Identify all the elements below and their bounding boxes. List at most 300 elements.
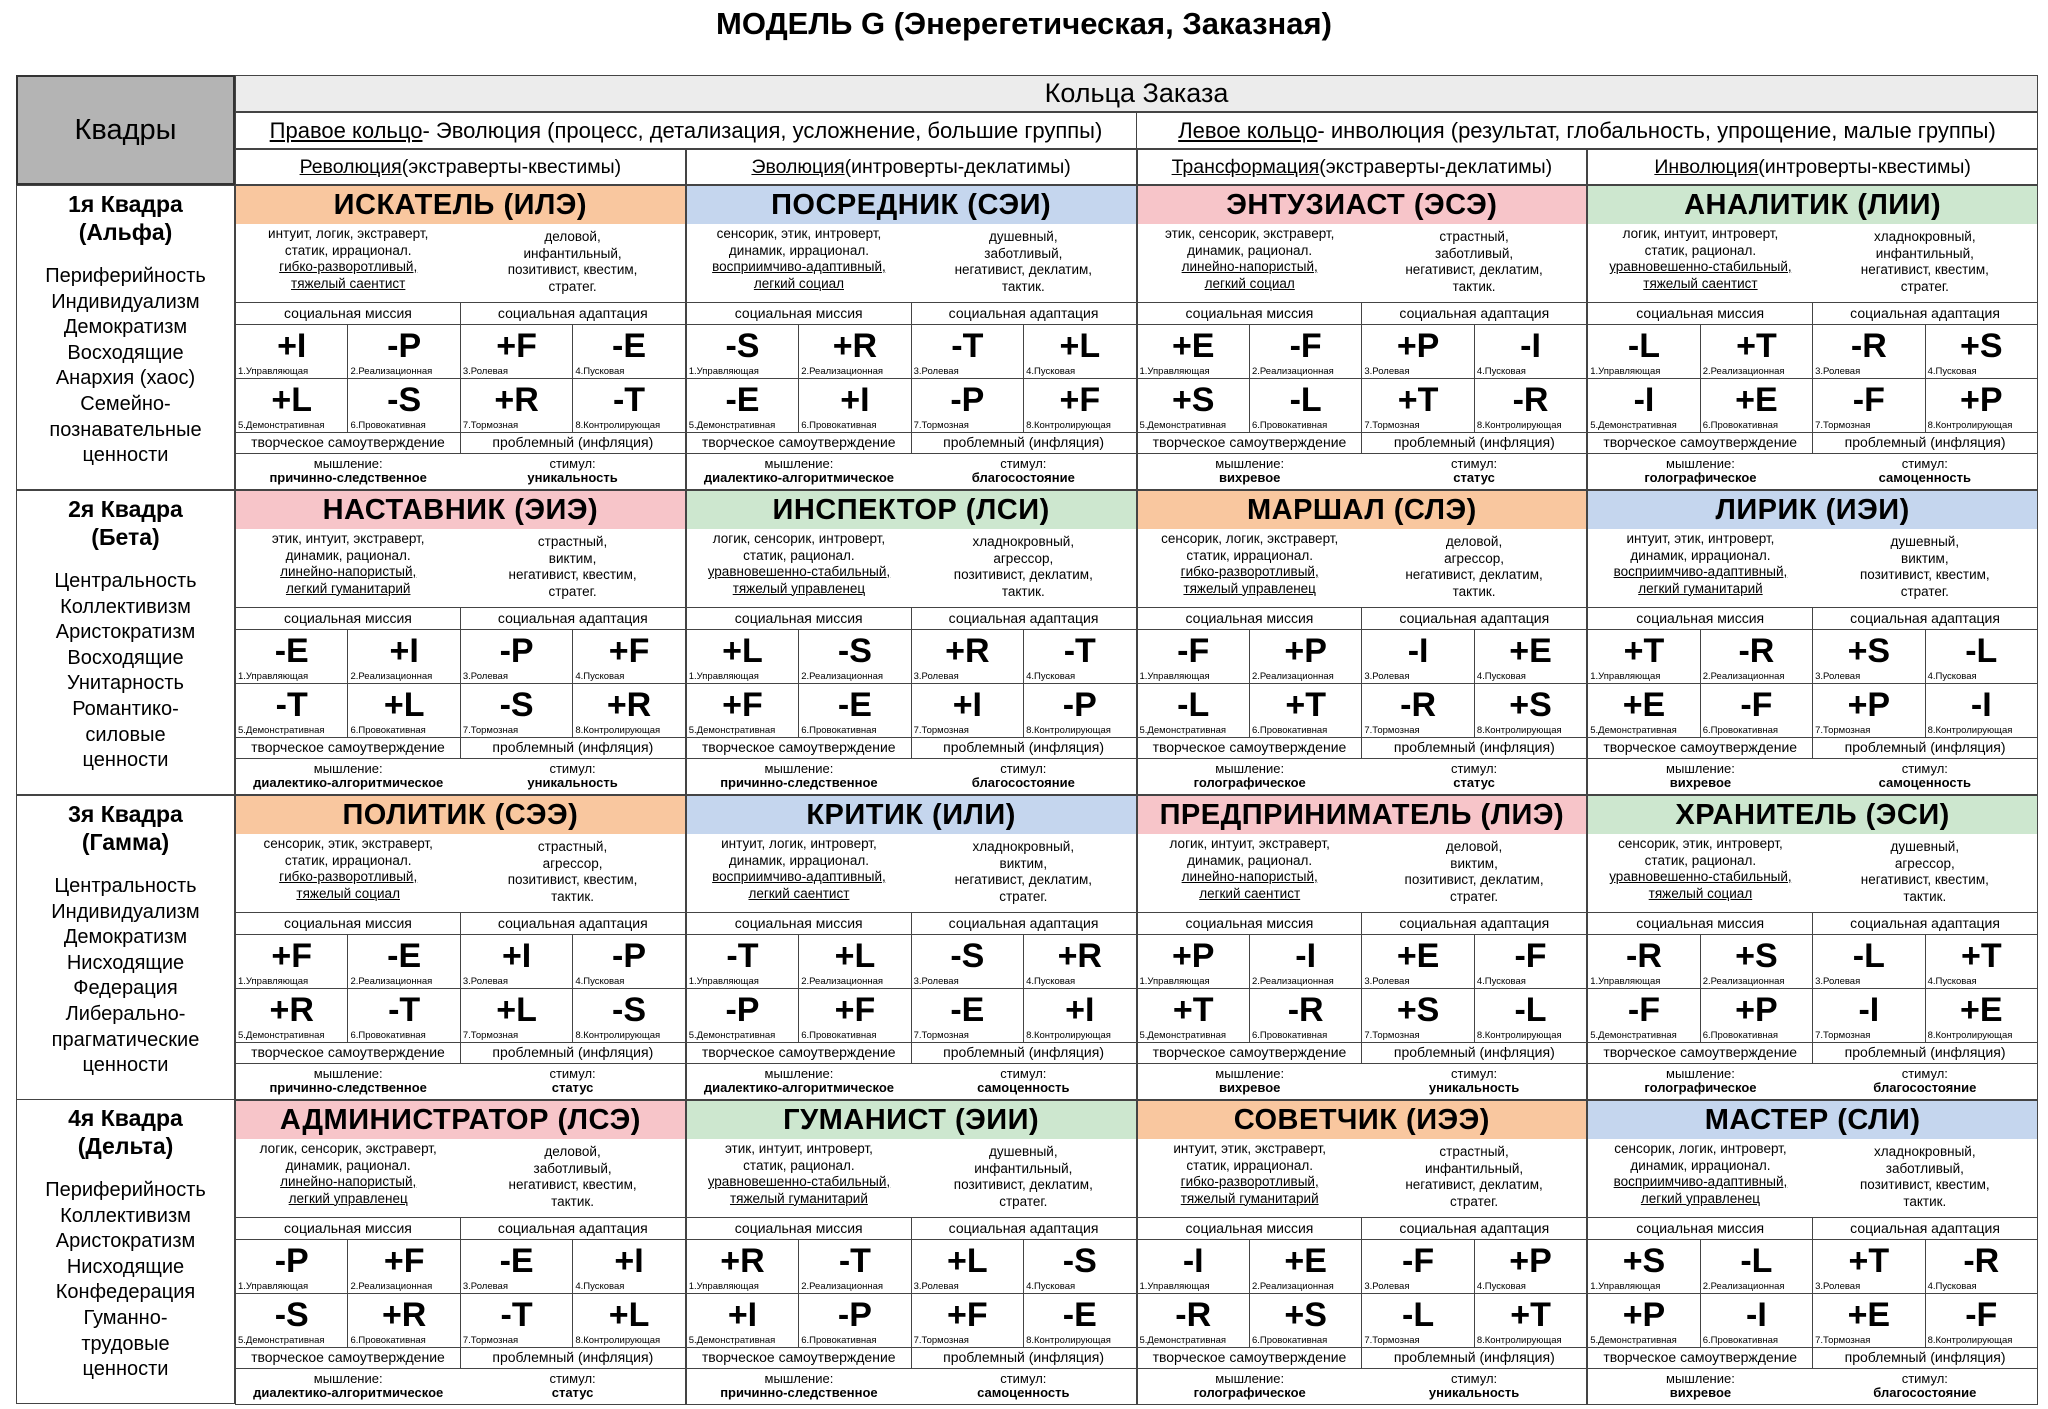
function-cell bbox=[798, 379, 910, 432]
rings-header: Кольца Заказа bbox=[235, 75, 2038, 112]
function-symbol: +E bbox=[1171, 327, 1215, 365]
function-symbol: +R bbox=[269, 991, 314, 1029]
type-grid bbox=[235, 185, 2038, 1404]
function-cell bbox=[911, 379, 1023, 432]
function-symbol: -P bbox=[837, 1296, 872, 1334]
function-cell bbox=[911, 989, 1023, 1042]
function-symbol: -P bbox=[499, 632, 534, 670]
function-symbol: +T bbox=[1510, 1296, 1551, 1334]
function-symbol: +R bbox=[381, 1296, 427, 1334]
function-cell bbox=[236, 1240, 347, 1293]
function-cell bbox=[798, 989, 910, 1042]
type-description: сенсорик, этик, экстраверт, статик, иррационал. гибко-разворотливый, тяжелый социал страстный, агрессор, позитивист, квестим, тактик. bbox=[263, 836, 638, 904]
function-position: 6.Провокативная bbox=[1702, 1335, 1779, 1346]
function-position: 5.Демонстративная bbox=[1590, 420, 1677, 431]
function-symbol: +T bbox=[1960, 937, 2002, 975]
quadra-traits bbox=[17, 874, 234, 1079]
function-cell bbox=[347, 325, 459, 378]
function-position: 2.Реализационная bbox=[350, 1281, 433, 1292]
quadra-trait: силовые bbox=[85, 723, 166, 746]
function-cell bbox=[236, 325, 347, 378]
thinking-stimulus: мышление: причинно-следственное стимул: уникальность bbox=[269, 456, 618, 485]
function-symbol: -P bbox=[612, 937, 647, 975]
function-position: 8.Контролирующая bbox=[1026, 1335, 1111, 1346]
quadra-name: 4я Квадра (Дельта) bbox=[68, 1105, 183, 1159]
function-cell bbox=[347, 989, 459, 1042]
function-cell bbox=[1812, 1240, 1924, 1293]
function-cell bbox=[1249, 325, 1361, 378]
function-position: 3.Ролевая bbox=[1364, 366, 1410, 377]
function-position: 7.Тормозная bbox=[1364, 1030, 1420, 1041]
function-position: 7.Тормозная bbox=[462, 1030, 519, 1041]
function-cell bbox=[236, 935, 347, 988]
function-symbol: +I bbox=[1065, 991, 1095, 1029]
function-symbol: -T bbox=[838, 1242, 871, 1280]
function-position: 1.Управляющая bbox=[688, 976, 759, 987]
function-footer: творческое самоутверждение проблемный (инфляция) bbox=[687, 433, 1136, 454]
function-position: 3.Ролевая bbox=[1815, 1281, 1861, 1292]
function-position: 7.Тормозная bbox=[1364, 1335, 1420, 1346]
function-symbol: +P bbox=[1847, 686, 1891, 724]
type-name: АДМИНИСТРАТОР (ЛСЭ) bbox=[236, 1101, 685, 1139]
function-symbol: -F bbox=[1514, 937, 1547, 975]
function-row-top bbox=[1138, 935, 1587, 989]
function-position: 1.Управляющая bbox=[1139, 1281, 1210, 1292]
function-symbol: -S bbox=[837, 632, 872, 670]
function-cell bbox=[236, 684, 347, 737]
function-symbol: +E bbox=[1284, 1242, 1327, 1280]
function-cell bbox=[911, 325, 1023, 378]
function-position: 4.Пусковая bbox=[1927, 976, 1977, 987]
function-symbol: +P bbox=[1509, 1242, 1552, 1280]
function-symbol: -S bbox=[274, 1296, 309, 1334]
type-description: логик, сенсорик, экстраверт, динамик, рационал. линейно-напористый, легкий управленец деловой, заботливый, негативист, квестим, тактик. bbox=[259, 1141, 637, 1209]
function-row-top bbox=[1138, 630, 1587, 684]
function-cell bbox=[1700, 325, 1812, 378]
function-position: 6.Провокативная bbox=[801, 1030, 877, 1041]
function-symbol: +L bbox=[383, 686, 425, 724]
mission-labels: социальная миссия социальная адаптация bbox=[687, 607, 1136, 630]
function-cell bbox=[1474, 684, 1586, 737]
function-position: 7.Тормозная bbox=[913, 1335, 969, 1346]
function-row-bottom bbox=[1138, 989, 1587, 1043]
function-position: 5.Демонстративная bbox=[238, 1030, 325, 1041]
function-position: 8.Контролирующая bbox=[1026, 725, 1111, 736]
function-cell bbox=[1812, 630, 1924, 683]
type-cell bbox=[1137, 1100, 1588, 1405]
quadra-trait: познавательные bbox=[49, 418, 202, 441]
function-symbol: -E bbox=[387, 937, 422, 975]
function-symbol: +I bbox=[952, 686, 982, 724]
function-position: 2.Реализационная bbox=[1702, 976, 1785, 987]
function-cell bbox=[347, 630, 459, 683]
function-symbol: -F bbox=[1852, 381, 1885, 419]
quadra-trait: Демократизм bbox=[63, 926, 188, 949]
function-cell bbox=[911, 1294, 1023, 1347]
function-position: 2.Реализационная bbox=[1251, 1281, 1334, 1292]
function-cell bbox=[1474, 630, 1586, 683]
function-position: 2.Реализационная bbox=[801, 976, 884, 987]
function-position: 8.Контролирующая bbox=[1476, 725, 1562, 736]
function-symbol: +L bbox=[271, 381, 313, 419]
function-symbol: +I bbox=[501, 937, 532, 975]
function-symbol: +L bbox=[496, 991, 537, 1029]
function-position: 6.Провокативная bbox=[801, 725, 877, 736]
quadra-traits bbox=[17, 569, 234, 774]
function-symbol: +F bbox=[722, 686, 763, 724]
function-position: 3.Ролевая bbox=[462, 976, 508, 987]
function-position: 1.Управляющая bbox=[238, 976, 309, 987]
function-position: 2.Реализационная bbox=[1702, 671, 1785, 682]
function-symbol: -L bbox=[1289, 381, 1322, 419]
page-title: МОДЕЛЬ G (Энерегетическая, Заказная) bbox=[716, 6, 1332, 41]
function-symbol: -L bbox=[1402, 1296, 1435, 1334]
column-header-involution: Инволюция (интроверты-квестимы) bbox=[1587, 149, 2038, 185]
function-symbol: +R bbox=[606, 686, 652, 724]
function-symbol: +P bbox=[1622, 1296, 1666, 1334]
type-cell bbox=[1137, 795, 1588, 1100]
function-symbol: +E bbox=[1622, 686, 1666, 724]
function-symbol: +S bbox=[1622, 1242, 1666, 1280]
type-cell bbox=[686, 490, 1137, 795]
function-cell bbox=[1361, 935, 1473, 988]
function-cell bbox=[1023, 1294, 1135, 1347]
function-cell bbox=[1700, 379, 1812, 432]
function-cell bbox=[1249, 684, 1361, 737]
type-name: МАСТЕР (СЛИ) bbox=[1588, 1101, 2037, 1139]
type-cell bbox=[235, 185, 686, 490]
function-symbol: +L bbox=[947, 1242, 988, 1280]
quadra-trait: ценности bbox=[82, 1054, 169, 1077]
function-symbol: -I bbox=[1407, 632, 1429, 670]
function-symbol: -P bbox=[274, 1242, 309, 1280]
function-position: 6.Провокативная bbox=[1251, 420, 1328, 431]
function-symbol: -E bbox=[274, 632, 309, 670]
function-cell bbox=[347, 1240, 459, 1293]
function-symbol: -R bbox=[1626, 937, 1662, 975]
function-symbol: -T bbox=[500, 1296, 533, 1334]
function-symbol: -L bbox=[1514, 991, 1547, 1029]
function-footer: творческое самоутверждение проблемный (инфляция) bbox=[1588, 433, 2037, 454]
type-cell bbox=[235, 490, 686, 795]
function-symbol: +S bbox=[1509, 686, 1552, 724]
function-symbol: +T bbox=[1285, 686, 1326, 724]
function-cell bbox=[1588, 935, 1699, 988]
function-symbol: -T bbox=[1063, 632, 1096, 670]
function-cell bbox=[1812, 379, 1924, 432]
type-name: ПОЛИТИК (СЭЭ) bbox=[236, 796, 685, 834]
rings-subheader bbox=[235, 112, 2038, 149]
function-row-bottom bbox=[1588, 1294, 2037, 1348]
quadra-name: 2я Квадра (Бета) bbox=[68, 496, 183, 550]
mission-labels: социальная миссия социальная адаптация bbox=[1138, 302, 1587, 325]
function-cell bbox=[1138, 1294, 1249, 1347]
function-position: 1.Управляющая bbox=[238, 671, 309, 682]
function-position: 3.Ролевая bbox=[913, 671, 959, 682]
type-cell bbox=[1587, 795, 2038, 1100]
function-row-bottom bbox=[687, 989, 1136, 1043]
function-cell bbox=[1361, 684, 1473, 737]
function-cell bbox=[347, 1294, 459, 1347]
mission-labels: социальная миссия социальная адаптация bbox=[687, 1217, 1136, 1240]
function-symbol: -L bbox=[1852, 937, 1885, 975]
function-symbol: -I bbox=[1182, 1242, 1204, 1280]
function-symbol: -F bbox=[1965, 1296, 1998, 1334]
function-symbol: +F bbox=[947, 1296, 988, 1334]
function-position: 4.Пусковая bbox=[1927, 366, 1977, 377]
function-position: 3.Ролевая bbox=[1364, 671, 1410, 682]
function-cell bbox=[347, 379, 459, 432]
type-cell bbox=[235, 1100, 686, 1405]
function-symbol: +S bbox=[1847, 632, 1891, 670]
type-description: интуит, логик, интроверт, динамик, иррационал. восприимчиво-адаптивный, легкий саентист хладнокровный, виктим, негативист, деклатим, стратег. bbox=[712, 836, 1093, 904]
function-symbol: +P bbox=[1396, 327, 1440, 365]
function-position: 1.Управляющая bbox=[1590, 366, 1661, 377]
function-cell bbox=[1249, 379, 1361, 432]
function-position: 4.Пусковая bbox=[1476, 1281, 1526, 1292]
function-row-top bbox=[1588, 935, 2037, 989]
function-cell bbox=[687, 379, 798, 432]
function-row-bottom bbox=[1588, 684, 2037, 738]
function-symbol: -F bbox=[1402, 1242, 1435, 1280]
function-symbol: -L bbox=[1627, 327, 1661, 365]
function-position: 8.Контролирующая bbox=[1927, 420, 2013, 431]
function-row-bottom bbox=[236, 989, 685, 1043]
function-position: 1.Управляющая bbox=[688, 366, 759, 377]
column-header-revolution: Революция (экстраверты-квестимы) bbox=[235, 149, 686, 185]
function-position: 8.Контролирующая bbox=[575, 725, 661, 736]
function-symbol: +T bbox=[1397, 381, 1439, 419]
function-symbol: -I bbox=[1858, 991, 1880, 1029]
function-position: 3.Ролевая bbox=[462, 671, 508, 682]
function-position: 7.Тормозная bbox=[913, 725, 969, 736]
function-cell bbox=[1138, 1240, 1249, 1293]
function-position: 1.Управляющая bbox=[1139, 671, 1210, 682]
function-position: 4.Пусковая bbox=[1026, 1281, 1076, 1292]
function-symbol: -P bbox=[725, 991, 760, 1029]
quadra-header: Квадры bbox=[16, 75, 235, 185]
mission-labels: социальная миссия социальная адаптация bbox=[1588, 912, 2037, 935]
function-symbol: -S bbox=[387, 381, 422, 419]
function-position: 8.Контролирующая bbox=[575, 1335, 661, 1346]
function-symbol: -R bbox=[1738, 632, 1775, 670]
function-symbol: -R bbox=[1512, 381, 1549, 419]
function-symbol: -E bbox=[950, 991, 985, 1029]
function-position: 5.Демонстративная bbox=[238, 420, 325, 431]
function-symbol: +F bbox=[271, 937, 313, 975]
mission-labels: социальная миссия социальная адаптация bbox=[687, 912, 1136, 935]
function-position: 6.Провокативная bbox=[801, 420, 877, 431]
function-symbol: +S bbox=[1171, 381, 1215, 419]
function-row-bottom bbox=[1588, 989, 2037, 1043]
type-description: этик, сенсорик, экстраверт, динамик, рационал. линейно-напористый, легкий социал страстный, заботливый, негативист, деклатим, тактик. bbox=[1164, 226, 1543, 294]
function-cell bbox=[1474, 379, 1586, 432]
type-description: сенсорик, логик, интроверт, динамик, иррационал. восприимчиво-адаптивный, легкий управленец хладнокровный, заботливый, позитивист, квестим, тактик. bbox=[1613, 1141, 1990, 1209]
function-cell bbox=[1249, 989, 1361, 1042]
function-symbol: +F bbox=[834, 991, 876, 1029]
function-cell bbox=[1138, 989, 1249, 1042]
function-position: 8.Контролирующая bbox=[1476, 420, 1562, 431]
function-cell bbox=[911, 1240, 1023, 1293]
function-cell bbox=[798, 325, 910, 378]
type-name: ХРАНИТЕЛЬ (ЭСИ) bbox=[1588, 796, 2037, 834]
function-footer: творческое самоутверждение проблемный (инфляция) bbox=[1138, 1348, 1587, 1369]
function-symbol: -S bbox=[950, 937, 985, 975]
function-position: 8.Контролирующая bbox=[1026, 1030, 1111, 1041]
type-cell bbox=[1587, 185, 2038, 490]
function-symbol: -S bbox=[1062, 1242, 1097, 1280]
function-cell bbox=[460, 684, 572, 737]
function-position: 6.Провокативная bbox=[1251, 1335, 1328, 1346]
type-name: МАРШАЛ (СЛЭ) bbox=[1138, 491, 1587, 529]
type-cell bbox=[1587, 490, 2038, 795]
function-symbol: -T bbox=[951, 327, 984, 365]
function-cell bbox=[460, 325, 572, 378]
quadra-trait: Демократизм bbox=[63, 316, 188, 339]
function-cell bbox=[1588, 989, 1699, 1042]
right-ring-header: Правое кольцо - Эволюция (процесс, детализация, усложнение, большие группы) bbox=[269, 117, 1103, 143]
function-position: 2.Реализационная bbox=[801, 1281, 884, 1292]
thinking-stimulus: мышление: диалектико-алгоритмическое стимул: статус bbox=[253, 1371, 596, 1400]
function-symbol: -E bbox=[1062, 1296, 1097, 1334]
function-footer: творческое самоутверждение проблемный (инфляция) bbox=[1138, 1043, 1587, 1064]
function-position: 5.Демонстративная bbox=[688, 1030, 776, 1041]
function-symbol: -S bbox=[499, 686, 534, 724]
function-position: 1.Управляющая bbox=[1590, 671, 1661, 682]
function-footer: творческое самоутверждение проблемный (инфляция) bbox=[236, 1348, 685, 1369]
function-position: 5.Демонстративная bbox=[238, 1335, 325, 1346]
function-position: 1.Управляющая bbox=[1139, 976, 1210, 987]
quadra-trait: Нисходящие bbox=[66, 951, 185, 974]
function-footer: творческое самоутверждение проблемный (инфляция) bbox=[1588, 1348, 2037, 1369]
function-symbol: +E bbox=[1509, 632, 1552, 670]
function-footer: творческое самоутверждение проблемный (инфляция) bbox=[1138, 738, 1587, 759]
function-symbol: +L bbox=[834, 937, 876, 975]
function-position: 5.Демонстративная bbox=[688, 420, 776, 431]
function-symbol: +F bbox=[608, 632, 650, 670]
function-cell bbox=[1138, 684, 1249, 737]
function-row-top bbox=[1588, 325, 2037, 379]
function-cell bbox=[1249, 1240, 1361, 1293]
function-position: 2.Реализационная bbox=[1702, 366, 1785, 377]
function-row-top bbox=[1138, 325, 1587, 379]
function-row-top bbox=[687, 935, 1136, 989]
function-symbol: +S bbox=[1735, 937, 1778, 975]
function-symbol: +P bbox=[1735, 991, 1778, 1029]
function-position: 2.Реализационная bbox=[1251, 366, 1334, 377]
type-description: логик, интуит, интроверт, статик, рационал. уравновешенно-стабильный, тяжелый саентист хладнокровный, инфантильный, негативист, квестим, стратег. bbox=[1609, 226, 1989, 294]
function-position: 2.Реализационная bbox=[801, 366, 884, 377]
function-position: 2.Реализационная bbox=[1251, 671, 1334, 682]
function-cell bbox=[1361, 630, 1473, 683]
mission-labels: социальная миссия социальная адаптация bbox=[1138, 1217, 1587, 1240]
thinking-stimulus: мышление: голографическое стимул: статус bbox=[1193, 761, 1498, 790]
function-cell bbox=[1588, 379, 1699, 432]
function-cell bbox=[1812, 935, 1924, 988]
function-symbol: +T bbox=[1172, 991, 1214, 1029]
function-position: 4.Пусковая bbox=[1927, 671, 1977, 682]
function-row-bottom bbox=[687, 684, 1136, 738]
function-cell bbox=[236, 630, 347, 683]
function-cell bbox=[460, 379, 572, 432]
function-symbol: +R bbox=[1057, 937, 1102, 975]
quadra-trait: Восходящие bbox=[67, 646, 184, 669]
function-row-bottom bbox=[687, 1294, 1136, 1348]
function-position: 4.Пусковая bbox=[1026, 366, 1076, 377]
function-position: 4.Пусковая bbox=[1476, 671, 1526, 682]
function-symbol: +R bbox=[945, 632, 990, 670]
function-cell bbox=[1474, 1294, 1586, 1347]
quadra-trait: Семейно- bbox=[80, 392, 171, 415]
function-position: 6.Провокативная bbox=[350, 420, 426, 431]
quadra-trait: Коллективизм bbox=[60, 1204, 191, 1227]
function-cell bbox=[1361, 325, 1473, 378]
function-position: 3.Ролевая bbox=[913, 1281, 959, 1292]
type-name: АНАЛИТИК (ЛИИ) bbox=[1588, 186, 2037, 224]
function-symbol: -F bbox=[1740, 686, 1773, 724]
function-position: 5.Демонстративная bbox=[688, 1335, 776, 1346]
mission-labels: социальная миссия социальная адаптация bbox=[236, 912, 685, 935]
type-name: ПОСРЕДНИК (СЭИ) bbox=[687, 186, 1136, 224]
function-symbol: +S bbox=[1396, 991, 1440, 1029]
function-cell bbox=[1474, 1240, 1586, 1293]
function-position: 4.Пусковая bbox=[575, 1281, 625, 1292]
function-symbol: +L bbox=[608, 1296, 650, 1334]
function-cell bbox=[572, 630, 684, 683]
quadra-trait: Коллективизм bbox=[60, 595, 191, 618]
function-symbol: +E bbox=[1847, 1296, 1891, 1334]
function-position: 5.Демонстративная bbox=[1590, 725, 1677, 736]
function-symbol: +P bbox=[1171, 937, 1215, 975]
function-position: 5.Демонстративная bbox=[1139, 1030, 1227, 1041]
function-position: 1.Управляющая bbox=[688, 1281, 759, 1292]
function-symbol: -T bbox=[388, 991, 421, 1029]
function-cell bbox=[572, 684, 684, 737]
function-position: 8.Контролирующая bbox=[1476, 1030, 1562, 1041]
function-cell bbox=[1249, 1294, 1361, 1347]
quadra-trait: Аристократизм bbox=[55, 1230, 196, 1253]
thinking-stimulus: мышление: причинно-следственное стимул: самоценность bbox=[720, 1371, 1070, 1400]
type-description: логик, сенсорик, интроверт, статик, рационал. уравновешенно-стабильный, тяжелый управленец хладнокровный, агрессор, позитивист, деклатим, тактик. bbox=[707, 531, 1093, 599]
function-position: 8.Контролирующая bbox=[1927, 1030, 2013, 1041]
function-row-bottom bbox=[236, 379, 685, 433]
type-name: СОВЕТЧИК (ИЭЭ) bbox=[1138, 1101, 1587, 1139]
type-cell bbox=[1137, 185, 1588, 490]
function-symbol: -L bbox=[1177, 686, 1210, 724]
function-cell bbox=[911, 935, 1023, 988]
function-cell bbox=[460, 935, 572, 988]
mission-labels: социальная миссия социальная адаптация bbox=[236, 607, 685, 630]
quadra-name: 3я Квадра (Гамма) bbox=[68, 801, 183, 855]
function-footer: творческое самоутверждение проблемный (инфляция) bbox=[687, 1043, 1136, 1064]
function-symbol: -P bbox=[1062, 686, 1097, 724]
function-cell bbox=[1700, 1294, 1812, 1347]
function-cell bbox=[687, 989, 798, 1042]
quadra-block bbox=[16, 490, 235, 795]
type-cell bbox=[686, 1100, 1137, 1405]
function-row-top bbox=[236, 630, 685, 684]
function-position: 3.Ролевая bbox=[462, 366, 508, 377]
type-name: ПРЕДПРИНИМАТЕЛЬ (ЛИЭ) bbox=[1138, 796, 1587, 834]
quadra-trait: прагматические bbox=[51, 1028, 200, 1051]
function-cell bbox=[687, 1294, 798, 1347]
function-position: 7.Тормозная bbox=[1364, 725, 1420, 736]
mission-labels: социальная миссия социальная адаптация bbox=[1138, 912, 1587, 935]
function-cell bbox=[798, 684, 910, 737]
function-position: 6.Провокативная bbox=[1251, 1030, 1328, 1041]
quadra-traits bbox=[17, 264, 234, 469]
function-position: 8.Контролирующая bbox=[1927, 1335, 2013, 1346]
